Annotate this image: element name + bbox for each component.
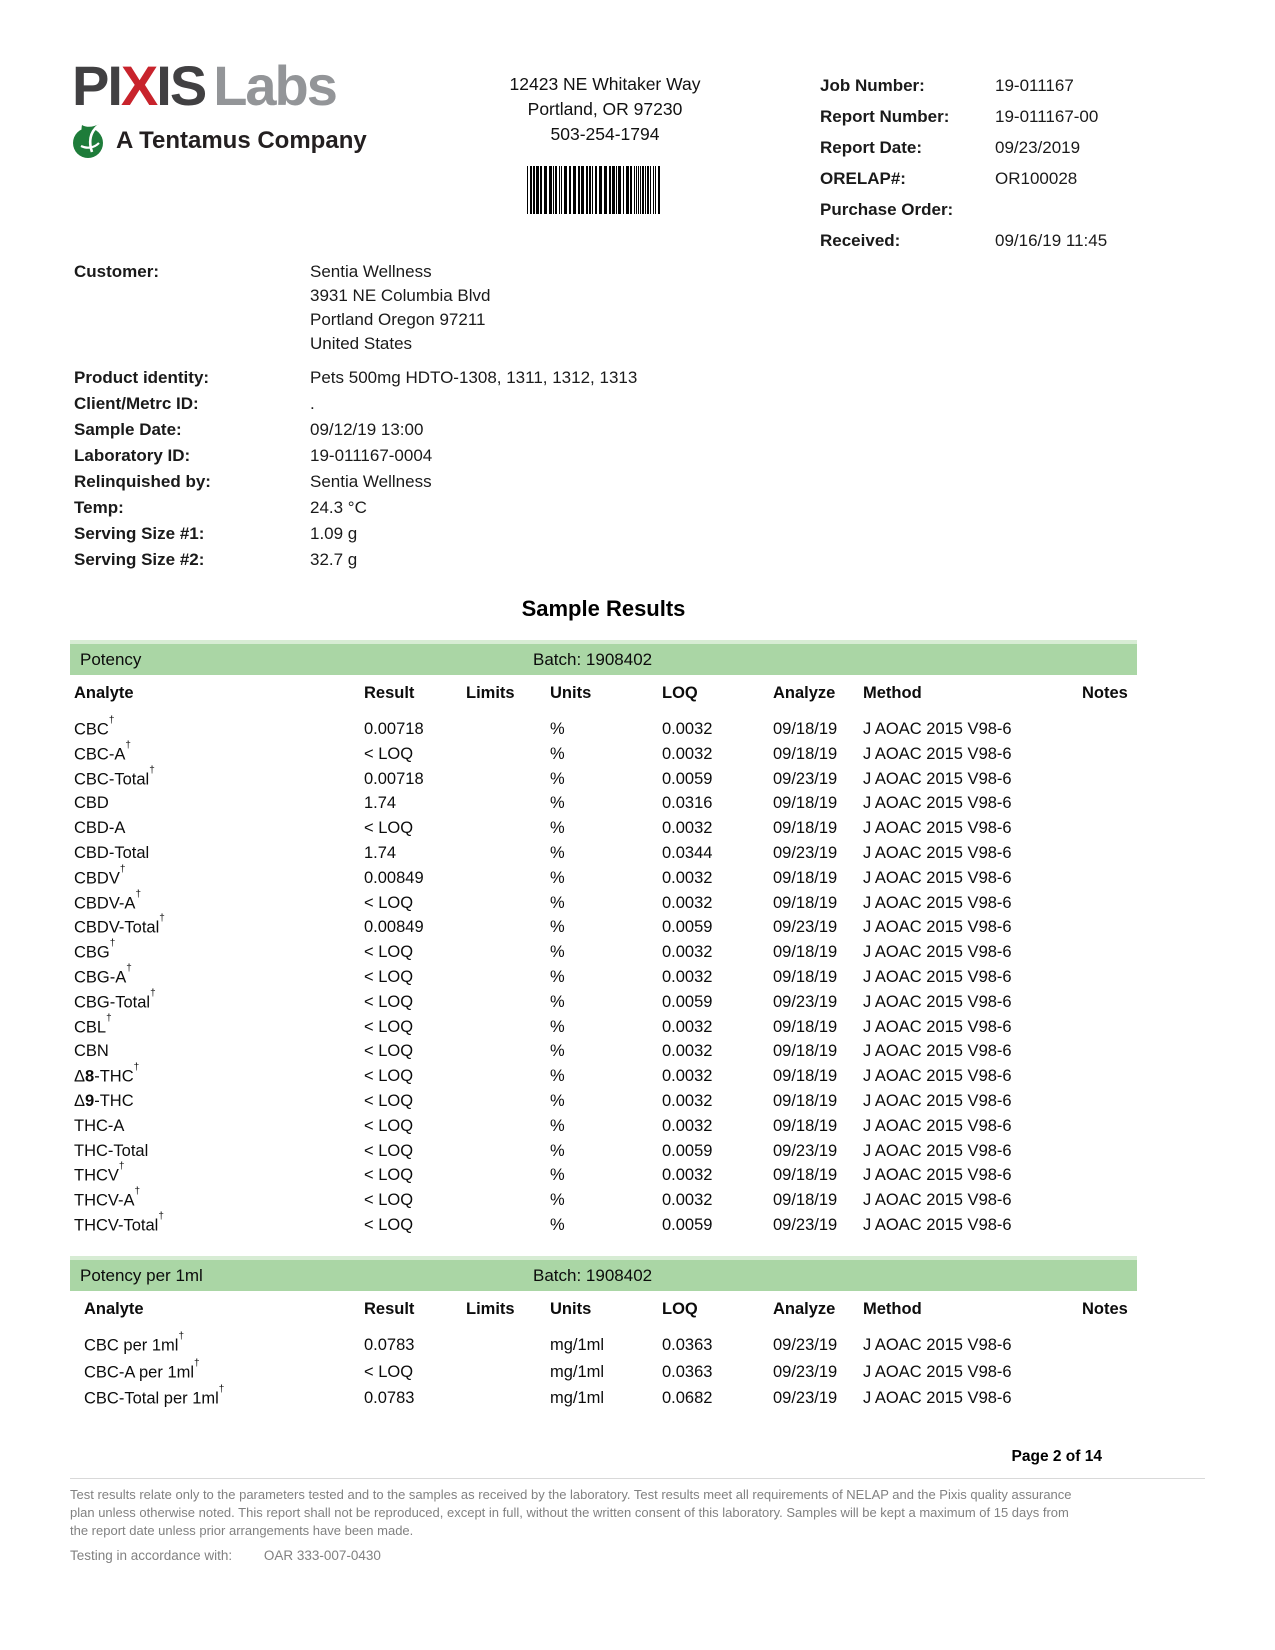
column-header-method: Method <box>863 1300 922 1318</box>
barcode-bar <box>642 166 644 214</box>
cell-units: % <box>550 1091 565 1110</box>
barcode-bar <box>653 166 654 214</box>
cell-loq: 0.0059 <box>662 1215 713 1234</box>
cell-result: < LOQ <box>364 943 414 962</box>
cell-analyte: CBDV-Total† <box>74 913 165 937</box>
received-value: 09/16/19 11:45 <box>995 231 1108 250</box>
cell-method: J AOAC 2015 V98-6 <box>863 1067 1012 1086</box>
logo-text-labs: Labs <box>213 54 336 117</box>
cell-units: mg/1ml <box>550 1362 605 1381</box>
barcode-bar <box>604 166 607 214</box>
cell-loq: 0.0032 <box>662 1042 713 1061</box>
cell-units: % <box>550 918 565 937</box>
cell-units: mg/1ml <box>550 1389 605 1407</box>
cell-method: J AOAC 2015 V98-6 <box>863 1017 1012 1036</box>
table-row <box>70 962 1137 993</box>
table-row <box>70 1210 1137 1241</box>
cell-loq: 0.0032 <box>662 1017 713 1036</box>
cell-method: J AOAC 2015 V98-6 <box>863 868 1012 887</box>
barcode-bar <box>616 166 617 214</box>
potency-section-banner <box>70 640 1137 675</box>
barcode-bar <box>640 166 641 214</box>
sample-date-value: 09/12/19 13:00 <box>310 420 424 439</box>
cell-analyte: CBC-A† <box>74 739 131 764</box>
barcode-bar <box>530 166 532 214</box>
cell-method: J AOAC 2015 V98-6 <box>863 794 1012 813</box>
pixis-labs-logo <box>72 54 367 160</box>
cell-analyte: CBD-A <box>74 819 126 838</box>
cell-analyze: 09/23/19 <box>773 1389 838 1407</box>
potency-per-1ml-section-banner <box>70 1256 1137 1291</box>
table-row <box>70 1012 1137 1043</box>
relinquished-by-value: Sentia Wellness <box>310 472 432 491</box>
barcode-bar <box>612 166 615 214</box>
cell-loq: 0.0032 <box>662 1091 713 1110</box>
table-row <box>70 1117 1137 1142</box>
cell-units: % <box>550 943 565 962</box>
cell-analyze: 09/23/19 <box>773 918 838 937</box>
barcode-bar <box>544 166 547 214</box>
cell-analyte: Δ9-THC <box>74 1091 134 1110</box>
table-header-row <box>70 1300 1137 1320</box>
column-header-limits: Limits <box>466 684 515 702</box>
cell-loq: 0.0059 <box>662 769 713 788</box>
cell-analyze: 09/18/19 <box>773 1017 838 1036</box>
batch-number: Batch: 1908402 <box>533 649 653 669</box>
table-row <box>70 1142 1137 1167</box>
cell-loq: 0.0032 <box>662 1166 713 1185</box>
column-header-analyte: Analyte <box>74 684 134 702</box>
cell-units: % <box>550 769 565 788</box>
cell-analyte: CBC per 1ml† <box>84 1331 185 1355</box>
cell-analyze: 09/18/19 <box>773 1166 838 1185</box>
client-metrc-id-label: Client/Metrc ID: <box>74 394 199 413</box>
barcode-bar <box>536 166 539 214</box>
barcode-bar <box>581 166 584 214</box>
cell-analyze: 09/23/19 <box>773 1362 838 1381</box>
barcode-bar <box>636 166 637 214</box>
orelap-value: OR100028 <box>995 169 1078 188</box>
table-row <box>70 819 1137 844</box>
cell-analyze: 09/18/19 <box>773 794 838 813</box>
testing-accordance-label: Testing in accordance with: <box>70 1548 233 1563</box>
laboratory-id-label: Laboratory ID: <box>74 446 191 465</box>
product-identity-value: Pets 500mg HDTO-1308, 1311, 1312, 1313 <box>310 368 638 387</box>
cell-result: < LOQ <box>364 1362 414 1381</box>
cell-method: J AOAC 2015 V98-6 <box>863 744 1012 763</box>
cell-loq: 0.0032 <box>662 893 713 912</box>
cell-result: < LOQ <box>364 1141 414 1160</box>
cell-method: J AOAC 2015 V98-6 <box>863 1362 1012 1381</box>
table-row <box>70 1384 1137 1416</box>
table-row <box>70 1357 1137 1390</box>
sample-date-label: Sample Date: <box>74 420 182 439</box>
cell-analyte: Δ8-THC† <box>74 1062 140 1086</box>
lab-address-line3: 503-254-1794 <box>550 124 660 144</box>
potency-section <box>70 640 1137 1250</box>
report-number-label: Report Number: <box>820 107 950 126</box>
lab-address-line1: 12423 NE Whitaker Way <box>509 74 701 94</box>
cell-method: J AOAC 2015 V98-6 <box>863 1215 1012 1234</box>
footer-divider <box>70 1478 1205 1479</box>
barcode-bar <box>549 166 552 214</box>
cell-analyze: 09/18/19 <box>773 1067 838 1086</box>
customer-address2: Portland Oregon 97211 <box>310 310 486 329</box>
cell-loq: 0.0032 <box>662 967 713 986</box>
cell-analyte: CBC-A per 1ml† <box>84 1357 200 1381</box>
cell-result: < LOQ <box>364 744 414 763</box>
cell-analyte: CBG-Total† <box>74 987 156 1012</box>
column-header-analyze: Analyze <box>773 1300 836 1318</box>
cell-loq: 0.0363 <box>662 1336 713 1354</box>
cell-result: < LOQ <box>364 992 414 1011</box>
barcode-bar <box>592 166 593 214</box>
cell-loq: 0.0032 <box>662 744 713 763</box>
cell-result: 1.74 <box>364 843 397 862</box>
cell-method: J AOAC 2015 V98-6 <box>863 843 1012 862</box>
cell-method: J AOAC 2015 V98-6 <box>863 819 1012 838</box>
column-header-loq: LOQ <box>662 684 698 702</box>
column-header-result: Result <box>364 1300 415 1318</box>
cell-units: % <box>550 967 565 986</box>
cell-method: J AOAC 2015 V98-6 <box>863 918 1012 937</box>
cell-analyze: 09/23/19 <box>773 1215 838 1234</box>
barcode-bar <box>589 166 591 214</box>
barcode-bar <box>555 166 557 214</box>
cell-method: J AOAC 2015 V98-6 <box>863 1389 1012 1407</box>
cell-units: % <box>550 1067 565 1086</box>
cell-result: < LOQ <box>364 1067 414 1086</box>
cell-method: J AOAC 2015 V98-6 <box>863 769 1012 788</box>
cell-analyze: 09/18/19 <box>773 720 838 738</box>
barcode-bar <box>609 166 611 214</box>
table-row <box>70 863 1137 894</box>
leaf-icon <box>72 122 106 160</box>
cell-analyte: CBC† <box>74 715 115 739</box>
cell-loq: 0.0316 <box>662 794 713 813</box>
table-row <box>70 1092 1137 1117</box>
barcode-bar <box>634 166 635 214</box>
cell-method: J AOAC 2015 V98-6 <box>863 1166 1012 1185</box>
barcode-bar <box>553 166 554 214</box>
cell-units: % <box>550 1042 565 1061</box>
cell-method: J AOAC 2015 V98-6 <box>863 992 1012 1011</box>
purchase-order-label: Purchase Order: <box>820 200 954 219</box>
cell-loq: 0.0032 <box>662 1191 713 1210</box>
logo-text-x: X <box>120 54 157 117</box>
table-row <box>70 1062 1137 1092</box>
lab-address-line2: Portland, OR 97230 <box>527 99 683 119</box>
cell-method: J AOAC 2015 V98-6 <box>863 720 1012 738</box>
cell-analyze: 09/18/19 <box>773 744 838 763</box>
cell-units: % <box>550 794 565 813</box>
column-header-units: Units <box>550 1300 592 1318</box>
barcode-bar <box>638 166 639 214</box>
cell-result: 0.00849 <box>364 868 424 887</box>
cell-analyze: 09/18/19 <box>773 1042 838 1061</box>
cell-method: J AOAC 2015 V98-6 <box>863 1141 1012 1160</box>
serving-size-1-value: 1.09 g <box>310 524 358 543</box>
barcode <box>527 166 662 214</box>
table-row <box>70 913 1137 943</box>
table-row <box>70 1161 1137 1191</box>
table-body <box>70 715 1137 1241</box>
cell-result: < LOQ <box>364 1215 414 1234</box>
cell-method: J AOAC 2015 V98-6 <box>863 893 1012 912</box>
serving-size-1-label: Serving Size #1: <box>74 524 205 543</box>
barcode-bar <box>626 166 629 214</box>
cell-units: % <box>550 1215 565 1234</box>
cell-loq: 0.0032 <box>662 868 713 887</box>
cell-result: 0.00718 <box>364 769 424 788</box>
cell-units: % <box>550 1116 565 1135</box>
cell-analyze: 09/18/19 <box>773 868 838 887</box>
column-header-analyze: Analyze <box>773 684 836 702</box>
barcode-bar <box>573 166 576 214</box>
cell-units: % <box>550 1166 565 1185</box>
cell-loq: 0.0032 <box>662 943 713 962</box>
cell-analyte: THCV† <box>74 1161 125 1185</box>
serving-size-2-value: 32.7 g <box>310 550 358 569</box>
table-row <box>70 888 1137 919</box>
barcode-bar <box>630 166 632 214</box>
temp-value: 24.3 °C <box>310 498 367 517</box>
cell-analyte: CBN <box>74 1042 109 1061</box>
barcode-bar <box>586 166 588 214</box>
cell-analyze: 09/18/19 <box>773 893 838 912</box>
cell-result: < LOQ <box>364 819 414 838</box>
cell-result: 0.0783 <box>364 1389 415 1407</box>
received-label: Received: <box>820 231 901 250</box>
logo-wordmark <box>72 54 367 117</box>
barcode-bar <box>564 166 567 214</box>
table-row <box>70 1042 1137 1067</box>
cell-analyze: 09/23/19 <box>773 992 838 1011</box>
cell-method: J AOAC 2015 V98-6 <box>863 1191 1012 1210</box>
barcode-bar <box>658 166 660 214</box>
cell-units: % <box>550 1191 565 1210</box>
laboratory-id-value: 19-011167-0004 <box>310 446 433 465</box>
cell-result: < LOQ <box>364 1091 414 1110</box>
barcode-bar <box>527 166 528 214</box>
customer-address1: 3931 NE Columbia Blvd <box>310 286 491 305</box>
cell-analyze: 09/18/19 <box>773 1116 838 1135</box>
cell-loq: 0.0344 <box>662 843 713 862</box>
product-identity-label: Product identity: <box>74 368 210 387</box>
customer-label: Customer: <box>74 262 160 281</box>
barcode-bar <box>533 166 535 214</box>
table-row <box>70 987 1137 1018</box>
cell-analyze: 09/18/19 <box>773 1191 838 1210</box>
cell-method: J AOAC 2015 V98-6 <box>863 1042 1012 1061</box>
table-row <box>70 715 1137 745</box>
barcode-bar <box>655 166 656 214</box>
column-header-result: Result <box>364 684 415 702</box>
client-metrc-id-value: . <box>310 394 315 413</box>
cell-result: < LOQ <box>364 1042 414 1061</box>
barcode-bar <box>618 166 621 214</box>
potency-per-1ml-section <box>70 1256 1137 1426</box>
cell-units: % <box>550 744 565 763</box>
cell-result: < LOQ <box>364 1191 414 1210</box>
cell-method: J AOAC 2015 V98-6 <box>863 1091 1012 1110</box>
cell-result: 0.0783 <box>364 1336 415 1354</box>
cell-units: mg/1ml <box>550 1336 605 1354</box>
cell-units: % <box>550 868 565 887</box>
cell-analyze: 09/18/19 <box>773 943 838 962</box>
table-row <box>70 1331 1137 1363</box>
cell-analyte: CBD <box>74 794 109 813</box>
cell-result: 0.00718 <box>364 720 424 738</box>
table-row <box>70 1186 1137 1216</box>
table-row <box>70 739 1137 770</box>
cell-method: J AOAC 2015 V98-6 <box>863 1336 1012 1354</box>
table-row <box>70 794 1137 819</box>
cell-loq: 0.0059 <box>662 992 713 1011</box>
cell-units: % <box>550 819 565 838</box>
logo-text-pi: PI <box>72 54 121 117</box>
cell-units: % <box>550 1017 565 1036</box>
cell-analyze: 09/23/19 <box>773 1336 838 1354</box>
report-number-value: 19-011167-00 <box>995 107 1099 126</box>
cell-analyze: 09/23/19 <box>773 843 838 862</box>
barcode-bar <box>569 166 571 214</box>
cell-result: < LOQ <box>364 967 414 986</box>
column-header-loq: LOQ <box>662 1300 698 1318</box>
column-header-analyte: Analyte <box>84 1300 144 1318</box>
testing-accordance-row <box>70 1548 381 1563</box>
barcode-bar <box>595 166 597 214</box>
barcode-bar <box>647 166 649 214</box>
cell-analyte: CBL† <box>74 1012 112 1037</box>
cell-result: < LOQ <box>364 1017 414 1036</box>
cell-analyte: CBC-Total† <box>74 764 155 789</box>
cell-method: J AOAC 2015 V98-6 <box>863 943 1012 962</box>
cell-analyze: 09/23/19 <box>773 1141 838 1160</box>
table-row <box>70 764 1137 795</box>
cell-analyze: 09/18/19 <box>773 1091 838 1110</box>
testing-accordance-value: OAR 333-007-0430 <box>263 1548 381 1563</box>
cell-units: % <box>550 893 565 912</box>
cell-loq: 0.0059 <box>662 1141 713 1160</box>
cell-result: < LOQ <box>364 1116 414 1135</box>
cell-analyte: CBG† <box>74 938 116 962</box>
disclaimer-text: Test results relate only to the parameters tested and to the samples as received by the laboratory. Test results meet all requirements of NELAP and the Pixis quality assurance plan unless otherwise noted. This report shall not be reproduced, except in full, without the written consent of this laboratory. Samples will be kept a maximum of 15 days from the report date unless prior arrangements have been made. <box>70 1487 1072 1538</box>
logo-text-is: IS <box>156 54 206 117</box>
barcode-bar <box>645 166 646 214</box>
barcode-bar <box>559 166 560 214</box>
cell-loq: 0.0682 <box>662 1389 713 1407</box>
cell-analyte: CBG-A† <box>74 962 132 987</box>
cell-analyte: CBDV† <box>74 863 126 888</box>
relinquished-by-label: Relinquished by: <box>74 472 211 491</box>
column-header-notes: Notes <box>1082 684 1128 702</box>
customer-name: Sentia Wellness <box>310 262 432 281</box>
cell-loq: 0.0363 <box>662 1362 713 1381</box>
cell-method: J AOAC 2015 V98-6 <box>863 1116 1012 1135</box>
cell-units: % <box>550 843 565 862</box>
cell-result: 0.00849 <box>364 918 424 937</box>
tagline-text: A Tentamus Company <box>116 127 367 154</box>
cell-analyze: 09/23/19 <box>773 769 838 788</box>
barcode-bar <box>540 166 542 214</box>
cell-loq: 0.0032 <box>662 1116 713 1135</box>
logo-tagline <box>72 122 367 160</box>
batch-number: Batch: 1908402 <box>533 1265 653 1285</box>
job-number-value: 19-011167 <box>995 76 1074 95</box>
report-date-value: 09/23/2019 <box>995 138 1081 157</box>
cell-units: % <box>550 992 565 1011</box>
table-row <box>70 844 1137 869</box>
cell-analyte: THCV-Total† <box>74 1210 164 1235</box>
lab-address <box>430 72 780 147</box>
sample-results-title: Sample Results <box>521 596 686 621</box>
cell-analyte: THC-A <box>74 1116 125 1135</box>
barcode-bar <box>561 166 562 214</box>
cell-result: 1.74 <box>364 794 397 813</box>
barcode-bar <box>578 166 580 214</box>
cell-loq: 0.0032 <box>662 1067 713 1086</box>
serving-size-2-label: Serving Size #2: <box>74 550 205 569</box>
cell-method: J AOAC 2015 V98-6 <box>863 967 1012 986</box>
cell-analyte: CBC-Total per 1ml† <box>84 1384 225 1408</box>
table-row <box>70 938 1137 968</box>
cell-analyze: 09/18/19 <box>773 967 838 986</box>
report-date-label: Report Date: <box>820 138 923 157</box>
column-header-method: Method <box>863 684 922 702</box>
cell-result: < LOQ <box>364 1166 414 1185</box>
column-header-limits: Limits <box>466 1300 515 1318</box>
cell-units: % <box>550 720 565 738</box>
cell-units: % <box>550 1141 565 1160</box>
cell-analyte: CBDV-A† <box>74 888 141 913</box>
cell-loq: 0.0032 <box>662 819 713 838</box>
page-number: Page 2 of 14 <box>1011 1448 1102 1465</box>
column-header-notes: Notes <box>1082 1300 1128 1318</box>
cell-result: < LOQ <box>364 893 414 912</box>
table-body <box>70 1331 1137 1416</box>
cell-analyte: CBD-Total <box>74 843 150 862</box>
cell-analyze: 09/18/19 <box>773 819 838 838</box>
orelap-label: ORELAP#: <box>820 169 906 188</box>
column-header-units: Units <box>550 684 592 702</box>
section-title: Potency per 1ml <box>80 1265 203 1285</box>
barcode-bar <box>599 166 602 214</box>
cell-analyte: THC-Total <box>74 1141 149 1160</box>
customer-country: United States <box>310 334 413 353</box>
temp-label: Temp: <box>74 498 124 517</box>
section-title: Potency <box>80 649 142 669</box>
cell-loq: 0.0059 <box>662 918 713 937</box>
cell-loq: 0.0032 <box>662 720 713 738</box>
barcode-bar <box>650 166 651 214</box>
table-header-row <box>70 684 1137 704</box>
cell-analyte: THCV-A† <box>74 1186 141 1210</box>
job-number-label: Job Number: <box>820 76 925 95</box>
barcode-bar <box>623 166 624 214</box>
